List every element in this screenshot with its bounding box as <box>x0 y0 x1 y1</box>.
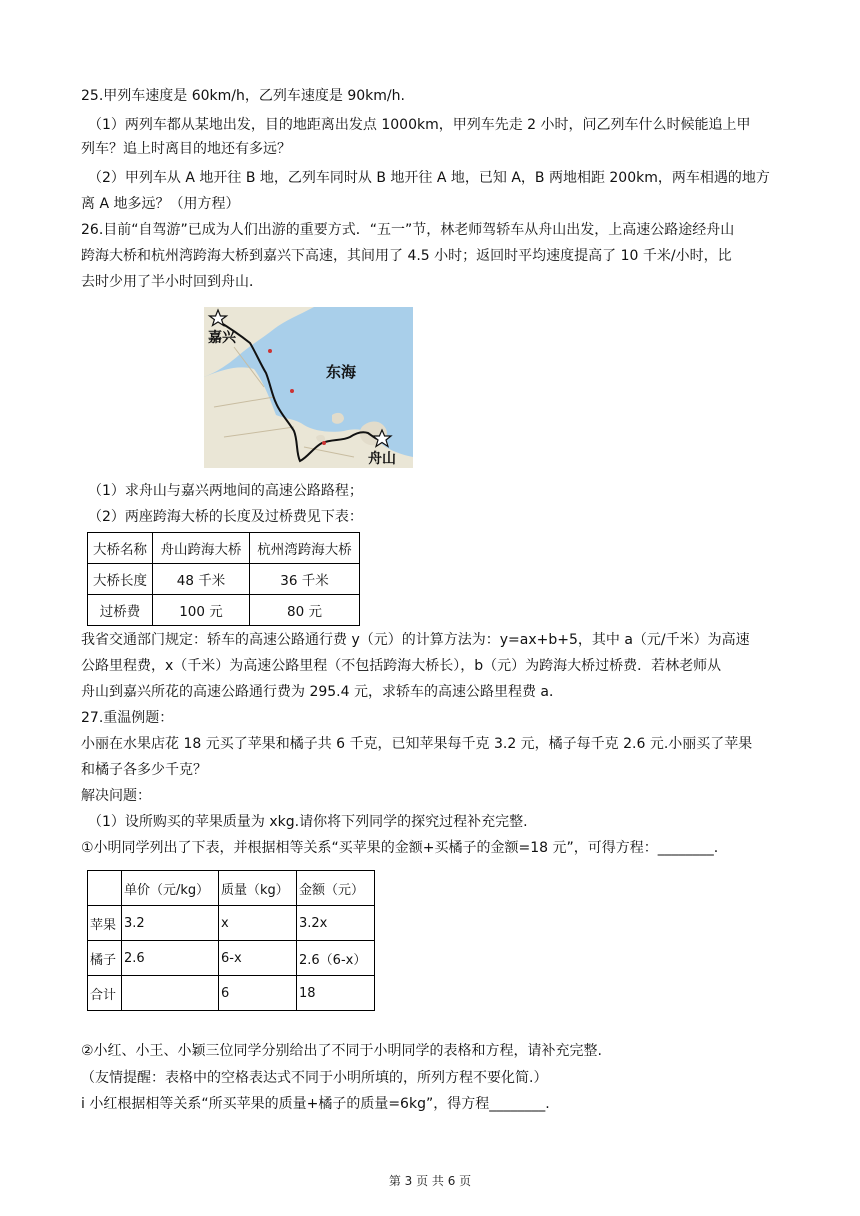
q25-part1-cont: 列车？追上时离目的地还有多远？ <box>81 141 291 157</box>
table-cell: 3.2 <box>122 906 219 941</box>
table-cell <box>88 871 122 906</box>
q27-solve-label: 解决问题： <box>81 788 151 804</box>
table-cell: 大桥长度 <box>88 564 153 595</box>
table-cell: 2.6（6-x） <box>297 941 375 976</box>
table-row <box>88 871 375 906</box>
q27-title: 27.重温例题： <box>81 710 174 726</box>
q27-xiaoming: ①小明同学列出了下表，并根据相等关系“买苹果的金额+买橘子的金额=18 元”，可得方程：________. <box>81 840 719 856</box>
q26-rule-3: 舟山到嘉兴所花的高速公路通行费为 295.4 元，求轿车的高速公路里程费 a． <box>81 684 564 700</box>
q26-part2: （2）两座跨海大桥的长度及过桥费见下表： <box>88 509 363 525</box>
map-label-zhoushan: 舟山 <box>368 451 396 467</box>
table-cell: 苹果 <box>88 906 122 941</box>
fruit-table <box>87 870 375 1011</box>
table-cell: 质量（kg） <box>219 871 297 906</box>
q25-part2: （2）甲列车从 A 地开往 B 地，乙列车同时从 B 地开往 A 地，已知 A，B 两地相距 200km，两车相遇的地方 <box>88 170 770 186</box>
table-row <box>88 533 360 564</box>
table-row <box>88 906 375 941</box>
table-row <box>88 595 360 626</box>
q27-example-2: 和橘子各多少千克？ <box>81 762 207 778</box>
route-map-svg <box>204 307 413 468</box>
table-cell: 80 元 <box>250 595 360 626</box>
table-cell: 100 元 <box>153 595 250 626</box>
q25-title: 25.甲列车速度是 60km/h，乙列车速度是 90km/h. <box>81 88 405 104</box>
q27-example-1: 小丽在水果店花 18 元买了苹果和橘子共 6 千克，已知苹果每千克 3.2 元，橘子每千克 2.6 元.小丽买了苹果 <box>81 736 753 752</box>
table-cell: 18 <box>297 976 375 1011</box>
q25-part1: （1）两列车都从某地出发，目的地距离出发点 1000km，甲列车先走 2 小时，问乙列车什么时候能追上甲 <box>88 117 751 133</box>
table-cell: 金额（元） <box>297 871 375 906</box>
table-row <box>88 564 360 595</box>
q26-rule-1: 我省交通部门规定：轿车的高速公路通行费 y（元）的计算方法为：y=ax+b+5，其中 a（元/千米）为高速 <box>81 632 750 648</box>
table-cell: 舟山跨海大桥 <box>153 533 250 564</box>
table-cell <box>122 976 219 1011</box>
table-cell: 48 千米 <box>153 564 250 595</box>
table-cell: 36 千米 <box>250 564 360 595</box>
map-label-donghai: 东海 <box>326 363 357 381</box>
q27-hint: （友情提醒：表格中的空格表达式不同于小明所填的，所列方程不要化简.） <box>81 1070 548 1086</box>
route-map <box>204 307 413 468</box>
table-row <box>88 941 375 976</box>
q26-text-2: 跨海大桥和杭州湾跨海大桥到嘉兴下高速，其间用了 4.5 小时；返回时平均速度提高了 10 千米/小时，比 <box>81 248 732 264</box>
q27-part1: （1）设所购买的苹果质量为 xkg.请你将下列同学的探究过程补充完整. <box>88 814 528 830</box>
q26-title: 26.目前“自驾游”已成为人们出游的重要方式．“五一”节，林老师驾轿车从舟山出发，上高速公路途经舟山 <box>81 222 735 238</box>
table-cell: 单价（元/kg） <box>122 871 219 906</box>
table-cell: 2.6 <box>122 941 219 976</box>
table-cell: x <box>219 906 297 941</box>
q27-xiaohong: i 小红根据相等关系“所买苹果的质量+橘子的质量=6kg”，得方程________. <box>81 1096 550 1112</box>
table-row <box>88 976 375 1011</box>
table-cell: 大桥名称 <box>88 533 153 564</box>
table-cell: 合计 <box>88 976 122 1011</box>
q25-part2-cont: 离 A 地多远？（用方程） <box>81 196 240 212</box>
map-label-jiaxing: 嘉兴 <box>208 330 236 346</box>
bridge-table <box>87 532 360 626</box>
q27-part2: ②小红、小王、小颖三位同学分别给出了不同于小明同学的表格和方程，请补充完整. <box>81 1043 602 1059</box>
table-cell: 过桥费 <box>88 595 153 626</box>
table-cell: 橘子 <box>88 941 122 976</box>
table-cell: 3.2x <box>297 906 375 941</box>
table-cell: 杭州湾跨海大桥 <box>250 533 360 564</box>
page-footer: 第 3 页 共 6 页 <box>388 1174 472 1188</box>
q26-rule-2: 公路里程费，x（千米）为高速公路里程（不包括跨海大桥长），b（元）为跨海大桥过桥费．若林老师从 <box>81 658 722 674</box>
table-cell: 6-x <box>219 941 297 976</box>
q26-text-3: 去时少用了半小时回到舟山． <box>81 274 263 290</box>
q26-part1: （1）求舟山与嘉兴两地间的高速公路路程； <box>88 483 363 499</box>
table-cell: 6 <box>219 976 297 1011</box>
